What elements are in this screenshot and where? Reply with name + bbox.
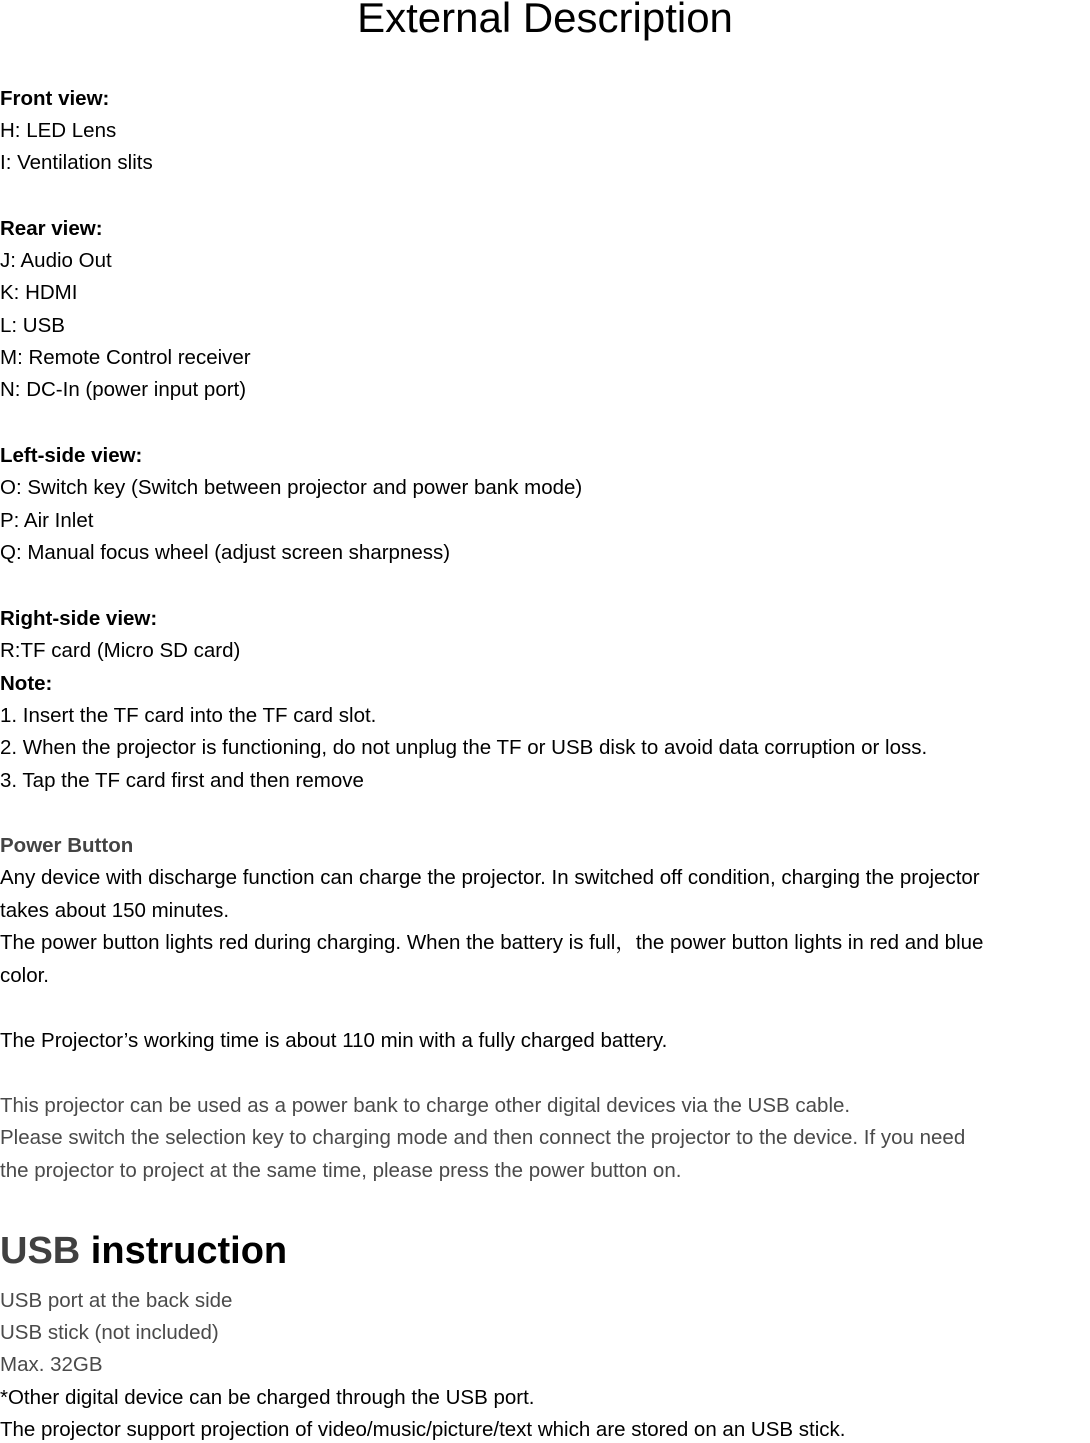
usb-info-item: USB stick (not included): [0, 1321, 219, 1344]
rear-view-item: K: HDMI: [0, 281, 78, 304]
note-item: 2. When the projector is functioning, do not unplug the TF or USB disk to avoid data corruption or loss.: [0, 736, 928, 759]
power-button-text: The power button lights red during charging. When the battery is full，the power button lights in red and blue: [0, 931, 984, 954]
left-view-item: Q: Manual focus wheel (adjust screen sharpness): [0, 541, 451, 564]
left-view-item: P: Air Inlet: [0, 509, 94, 532]
left-view-heading: Left-side view:: [0, 444, 143, 467]
usb-heading-prefix: USB: [0, 1230, 81, 1272]
usb-info-item: *Other digital device can be charged through the USB port.: [0, 1386, 535, 1409]
rear-view-item: M: Remote Control receiver: [0, 346, 251, 369]
usb-instruction-heading: [0, 1229, 287, 1273]
rear-view-heading: Rear view:: [0, 217, 103, 240]
power-button-text: Any device with discharge function can charge the projector. In switched off condition, charging the projector: [0, 866, 980, 889]
page-title: External Description: [357, 0, 733, 41]
rear-view-item: J: Audio Out: [0, 249, 112, 272]
front-view-item: I: Ventilation slits: [0, 151, 153, 174]
power-button-text: takes about 150 minutes.: [0, 899, 230, 922]
rear-view-item: L: USB: [0, 314, 65, 337]
usb-info-item: USB port at the back side: [0, 1289, 233, 1312]
note-item: 1. Insert the TF card into the TF card slot.: [0, 704, 377, 727]
usb-info-item: The projector support projection of video/music/picture/text which are stored on an USB stick.: [0, 1418, 846, 1441]
note-heading: Note:: [0, 672, 53, 695]
front-view-item: H: LED Lens: [0, 119, 117, 142]
power-bank-text: the projector to project at the same time, please press the power button on.: [0, 1159, 682, 1182]
usb-info-item: Max. 32GB: [0, 1353, 103, 1376]
power-button-heading: Power Button: [0, 834, 134, 857]
rear-view-item: N: DC-In (power input port): [0, 378, 247, 401]
power-bank-text: Please switch the selection key to charging mode and then connect the projector to the device. If you need: [0, 1126, 966, 1149]
usb-heading-suffix: instruction: [90, 1230, 288, 1272]
note-item: 3. Tap the TF card first and then remove: [0, 769, 364, 792]
right-view-item: R:TF card (Micro SD card): [0, 639, 241, 662]
right-view-heading: Right-side view:: [0, 607, 158, 630]
working-time-text: The Projector’s working time is about 110 min with a fully charged battery.: [0, 1029, 668, 1052]
left-view-item: O: Switch key (Switch between projector and power bank mode): [0, 476, 583, 499]
front-view-heading: Front view:: [0, 87, 110, 110]
power-bank-text: This projector can be used as a power bank to charge other digital devices via the USB cable.: [0, 1094, 851, 1117]
power-button-text: color.: [0, 964, 49, 987]
